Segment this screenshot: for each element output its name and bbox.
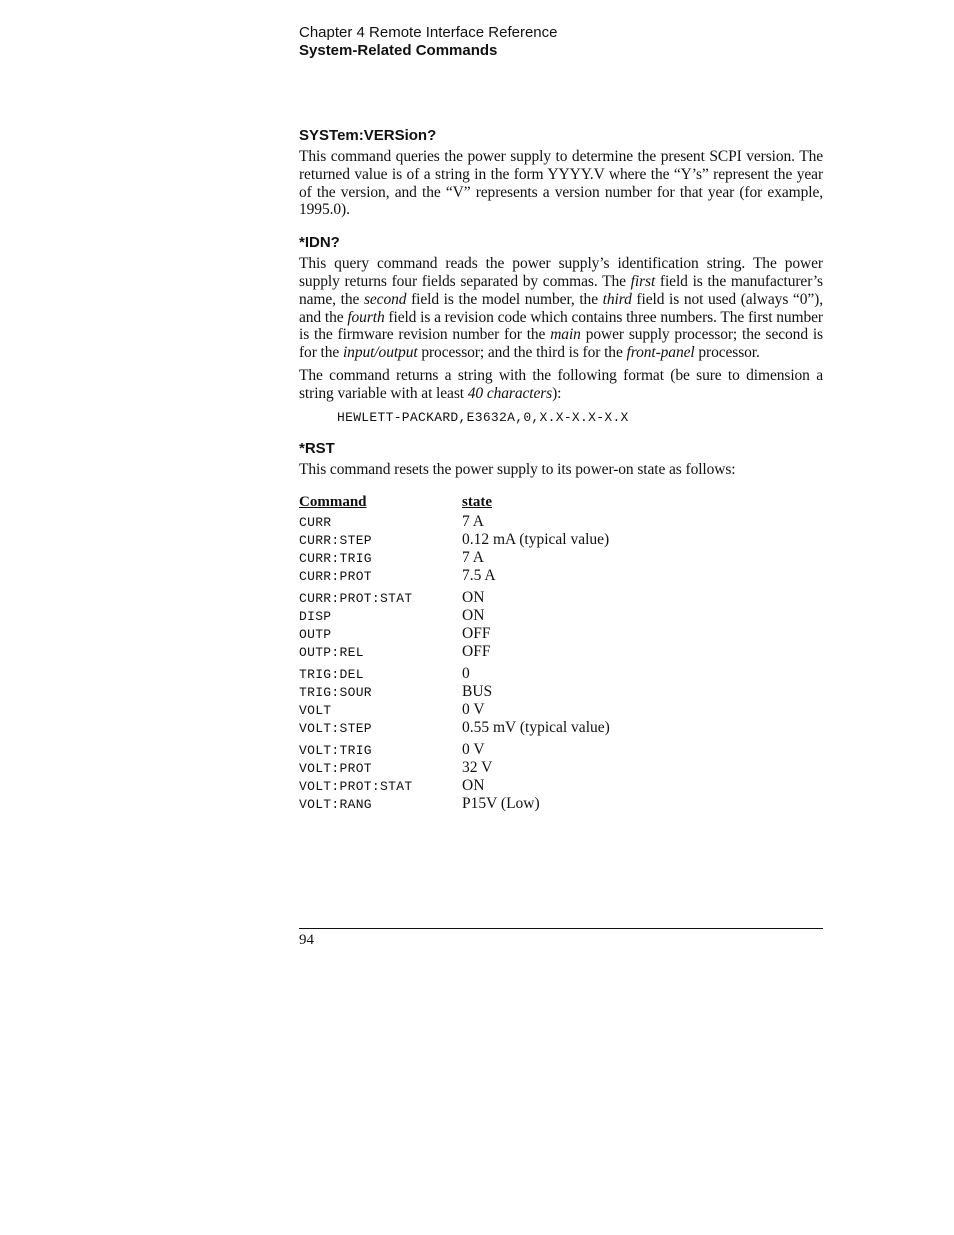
command-cell: CURR:PROT:STAT — [299, 590, 413, 606]
reset-state-table — [299, 491, 823, 813]
table-row — [299, 607, 823, 625]
chapter-title: Chapter 4 Remote Interface Reference — [299, 24, 558, 41]
table-header — [299, 491, 823, 511]
table-row — [299, 759, 823, 777]
table-row — [299, 683, 823, 701]
state-cell: P15V (Low) — [462, 795, 540, 813]
idn-p1-main: main — [550, 326, 581, 344]
rst-heading: *RST — [299, 439, 335, 457]
sysver-paragraph: This command queries the power supply to determine the present SCPI version. The returned value is of a string in the form YYYY.V where the “Y’s” represent the year of the version, and the “V” represents a version number for that year (for example, 1995.0). — [299, 148, 823, 219]
state-cell: OFF — [462, 643, 491, 661]
idn-p1-front: front-panel — [626, 344, 695, 362]
page-number: 94 — [299, 932, 314, 948]
state-cell: OFF — [462, 625, 491, 643]
table-row — [299, 549, 823, 567]
idn-code-example: HEWLETT-PACKARD,E3632A,0,X.X-X.X-X.X — [337, 409, 629, 425]
idn-paragraph-1 — [299, 255, 823, 362]
idn-p1-text: field is the manufacturer’s name, the — [299, 272, 823, 308]
idn-p1-first: first — [630, 272, 656, 290]
command-cell: CURR:PROT — [299, 568, 372, 584]
command-cell: CURR — [299, 514, 332, 530]
command-cell: OUTP — [299, 626, 332, 642]
idn-p1-text: power supply processor; the second is for the — [299, 326, 823, 362]
table-row — [299, 567, 823, 585]
table-group — [299, 513, 823, 585]
idn-p1-text: field is the model number, the — [406, 290, 603, 308]
table-row — [299, 719, 823, 737]
command-cell: VOLT:STEP — [299, 720, 372, 736]
idn-p1-third: third — [602, 290, 632, 308]
idn-p1-text: processor. — [694, 344, 760, 362]
table-row — [299, 701, 823, 719]
idn-p1-io: input/output — [342, 344, 418, 362]
sysver-heading: SYSTem:VERSion? — [299, 127, 437, 144]
idn-section — [299, 234, 823, 426]
idn-p2-chars: 40 characters — [467, 384, 553, 402]
idn-p1-text: processor; and the third is for the — [417, 344, 627, 362]
state-cell: 0 V — [462, 741, 485, 759]
state-cell: 7.5 A — [462, 567, 496, 585]
idn-heading: *IDN? — [299, 234, 340, 252]
idn-p1-text: field is a revision code which contains three numbers. The first number is the firmware revision number for the — [299, 308, 823, 344]
table-group — [299, 589, 823, 661]
idn-p1-second: second — [363, 290, 407, 308]
state-cell: ON — [462, 777, 485, 795]
rst-section — [299, 440, 823, 814]
command-cell: VOLT — [299, 702, 332, 718]
idn-p2-text: ): — [552, 384, 562, 402]
state-cell: 0 V — [462, 701, 485, 719]
table-row — [299, 665, 823, 683]
state-cell: 0.55 mV (typical value) — [462, 719, 610, 737]
table-row — [299, 795, 823, 813]
rst-paragraph: This command resets the power supply to its power-on state as follows: — [299, 460, 736, 478]
command-cell: VOLT:RANG — [299, 796, 372, 812]
command-cell: TRIG:DEL — [299, 666, 364, 682]
table-row — [299, 513, 823, 531]
idn-p1-text: This query command reads the power supply’s identification string. The power supply returns four fields separated by commas. The — [299, 255, 823, 290]
section-title: System-Related Commands — [299, 42, 498, 59]
table-group — [299, 665, 823, 737]
command-cell: VOLT:TRIG — [299, 742, 372, 758]
table-row — [299, 643, 823, 661]
command-cell: VOLT:PROT — [299, 760, 372, 776]
command-cell: OUTP:REL — [299, 644, 364, 660]
state-cell: 0.12 mA (typical value) — [462, 531, 610, 549]
table-row — [299, 777, 823, 795]
column-header-state: state — [462, 494, 492, 511]
command-cell: TRIG:SOUR — [299, 684, 372, 700]
table-row — [299, 589, 823, 607]
footer-divider — [299, 928, 823, 929]
table-row — [299, 625, 823, 643]
command-cell: DISP — [299, 608, 332, 624]
state-cell: ON — [462, 589, 485, 607]
state-cell: 0 — [462, 665, 470, 683]
command-cell: CURR:STEP — [299, 532, 372, 548]
page-header — [299, 24, 823, 60]
page-content — [299, 127, 823, 813]
column-header-command: Command — [299, 494, 367, 511]
table-row — [299, 741, 823, 759]
idn-p1-fourth: fourth — [347, 308, 385, 326]
state-cell: 7 A — [462, 513, 484, 531]
state-cell: BUS — [462, 683, 493, 701]
command-cell: CURR:TRIG — [299, 550, 372, 566]
idn-paragraph-2 — [299, 367, 823, 403]
idn-p1-text: field is not used (always “0”), and the — [299, 290, 823, 326]
command-cell: VOLT:PROT:STAT — [299, 778, 413, 794]
sysver-section — [299, 127, 823, 219]
table-row — [299, 531, 823, 549]
state-cell: 7 A — [462, 549, 484, 567]
idn-p2-text: The command returns a string with the following format (be sure to dimension a string variable with at least — [299, 366, 823, 402]
state-cell: ON — [462, 607, 485, 625]
state-cell: 32 V — [462, 759, 493, 777]
table-group — [299, 741, 823, 813]
